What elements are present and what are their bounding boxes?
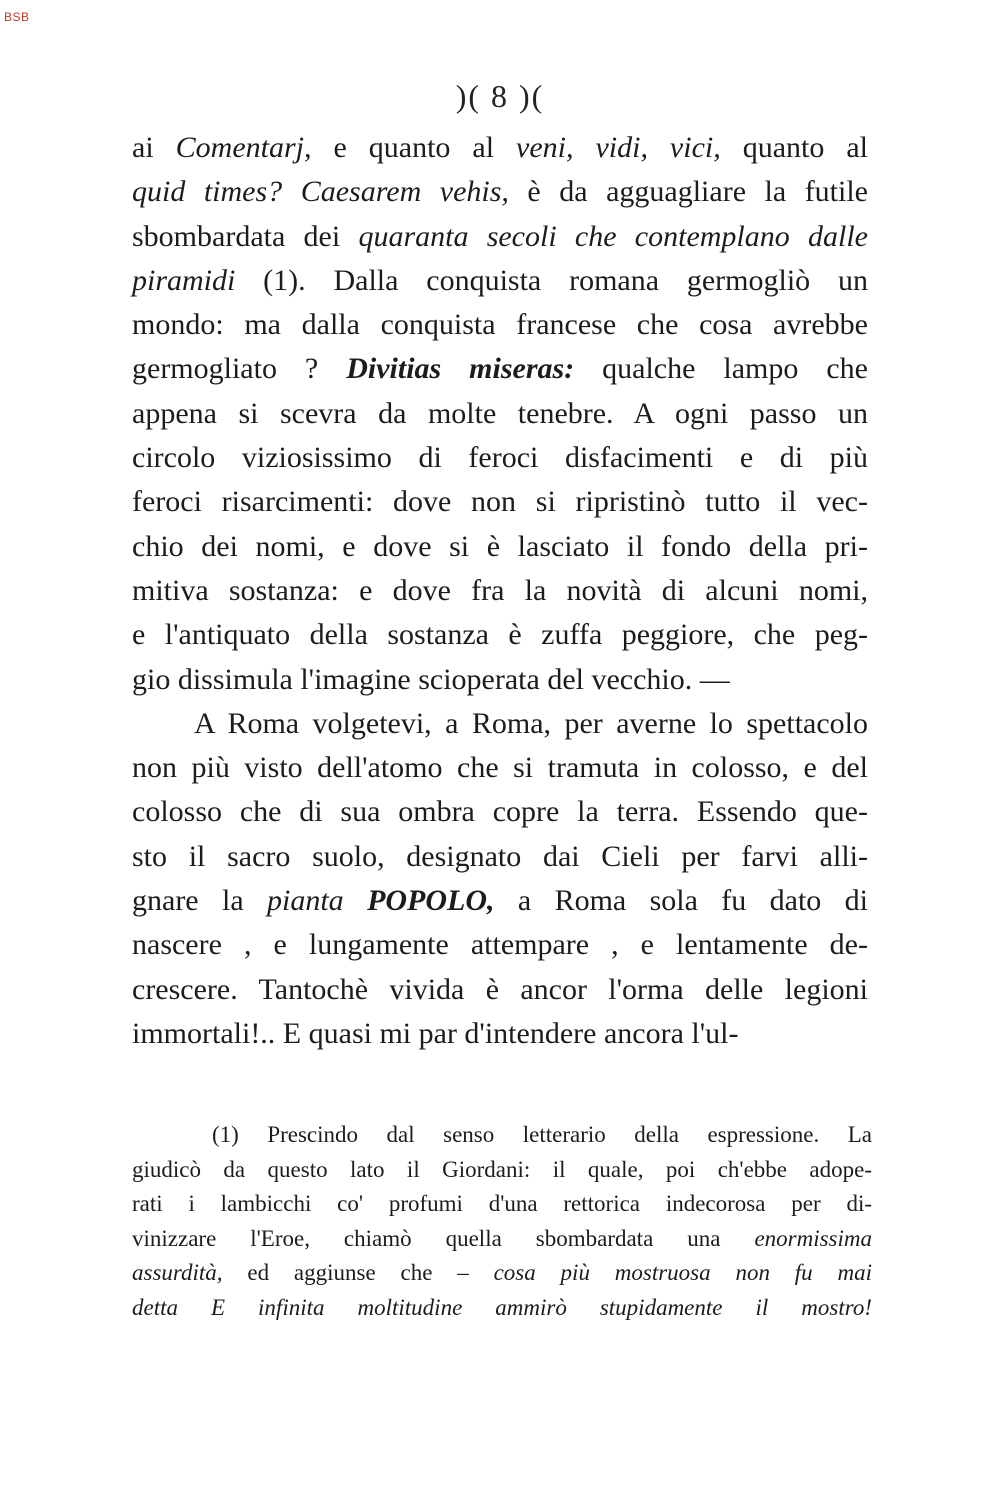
text-line — [132, 347, 868, 391]
text-segment: assurdità, — [132, 1260, 223, 1286]
text-line — [132, 126, 868, 170]
page-number: )( 8 )( — [455, 78, 545, 114]
text-segment: è da agguagliare la futile — [508, 175, 868, 209]
paragraph — [132, 126, 868, 702]
text-line — [132, 436, 868, 480]
text-segment: quid times? — [132, 175, 283, 209]
text-segment: mitiva sostanza: e dove fra la novità di alcuni nomi, — [132, 573, 868, 607]
text-segment: Caesarem vehis, — [300, 175, 509, 209]
footnote-line — [132, 1153, 872, 1188]
text-segment: sbombardata dei — [132, 219, 359, 253]
text-line — [132, 879, 868, 923]
text-segment: A Roma volgetevi, a Roma, per averne lo spettacolo — [194, 706, 868, 740]
text-segment: appena si scevra da molte tenebre. A ogni passo un — [132, 396, 868, 430]
text-segment: detta E infinita moltitudine ammirò stupidamente il mostro! — [132, 1294, 872, 1320]
footnote-line — [132, 1222, 872, 1257]
text-line — [132, 480, 868, 524]
text-segment: (1) Prescindo dal senso letterario della espressione. La — [212, 1122, 872, 1147]
text-segment: quaranta secoli che contemplano dalle — [358, 219, 868, 253]
text-line — [132, 392, 868, 436]
text-segment: immortali!.. E quasi mi par d'intendere ancora l'ul- — [132, 1016, 739, 1050]
text-segment: colosso che di sua ombra copre la terra. Essendo que- — [132, 795, 868, 829]
footnotes — [132, 1118, 872, 1326]
text-segment: qualche lampo che — [574, 352, 868, 386]
text-segment: cosa più mostruosa non fu mai — [493, 1260, 872, 1286]
text-line — [132, 835, 868, 879]
text-segment: (1). Dalla conquista romana germogliò un — [235, 263, 868, 297]
text-line — [132, 170, 868, 214]
text-line — [132, 746, 868, 790]
text-line — [132, 613, 868, 657]
text-segment: chio dei nomi, e dove si è lasciato il fondo della pri- — [132, 529, 868, 563]
text-line — [132, 525, 868, 569]
text-line — [132, 790, 868, 834]
text-segment: sto il sacro suolo, designato dai Cieli per farvi alli- — [132, 839, 868, 873]
text-segment: mondo: ma dalla conquista francese che cosa avrebbe — [132, 308, 868, 342]
text-segment: rati i lambicchi co' profumi d'una rettorica indecorosa per di- — [132, 1191, 872, 1217]
text-segment: a Roma sola fu dato di — [494, 884, 869, 918]
text-segment: circolo viziosissimo di feroci disfacimenti e di più — [132, 441, 868, 475]
text-line — [132, 569, 868, 613]
text-line — [132, 303, 868, 347]
text-line — [132, 702, 868, 746]
text-line — [132, 658, 868, 702]
text-segment: e l'antiquato della sostanza è zuffa peggiore, che peg- — [132, 618, 868, 652]
text-segment: e quanto al — [311, 131, 517, 164]
text-segment: gio dissimula l'imagine scioperata del vecchio. — — [132, 662, 730, 696]
text-segment: vinizzare l'Eroe, chiamò quella sbombardata una — [132, 1225, 755, 1251]
text-segment: nascere , e lungamente attempare , e lentamente de- — [132, 928, 868, 962]
text-segment: non più visto dell'atomo che si tramuta in colosso, e del — [132, 751, 868, 785]
text-segment: germogliato ? — [132, 352, 347, 386]
text-segment: crescere. Tantochè vivida è ancor l'orma delle legioni — [132, 972, 868, 1006]
text-segment — [282, 175, 301, 208]
text-segment: ed aggiunse che – — [222, 1260, 494, 1286]
text-segment: POPOLO, — [367, 884, 495, 918]
text-segment: enormissima — [754, 1225, 872, 1251]
text-line — [132, 215, 868, 259]
footnote-line — [132, 1118, 872, 1153]
paragraph — [132, 702, 868, 1056]
text-line — [132, 259, 868, 303]
text-segment: quanto al — [720, 131, 868, 164]
text-segment: Comentarj, — [175, 131, 312, 164]
main-text — [132, 126, 868, 1056]
text-segment: gnare la — [132, 884, 268, 918]
footnote-line — [132, 1291, 872, 1326]
footnote-line — [132, 1256, 872, 1291]
text-segment: giudicò da questo lato il Giordani: il quale, poi ch'ebbe adope- — [132, 1156, 872, 1182]
text-line — [132, 968, 868, 1012]
library-stamp: BSB — [4, 10, 30, 24]
footnote-line — [132, 1187, 872, 1222]
text-segment: veni, vidi, vici, — [516, 131, 721, 164]
text-segment: pianta — [267, 884, 344, 918]
text-line — [132, 923, 868, 967]
text-segment: ai — [132, 131, 176, 164]
text-segment — [344, 884, 367, 917]
text-line — [132, 1012, 868, 1056]
text-segment: feroci risarcimenti: dove non si ripristinò tutto il vec- — [132, 485, 868, 519]
text-segment: piramidi — [132, 263, 236, 297]
text-segment: Divitias miseras: — [346, 352, 575, 386]
